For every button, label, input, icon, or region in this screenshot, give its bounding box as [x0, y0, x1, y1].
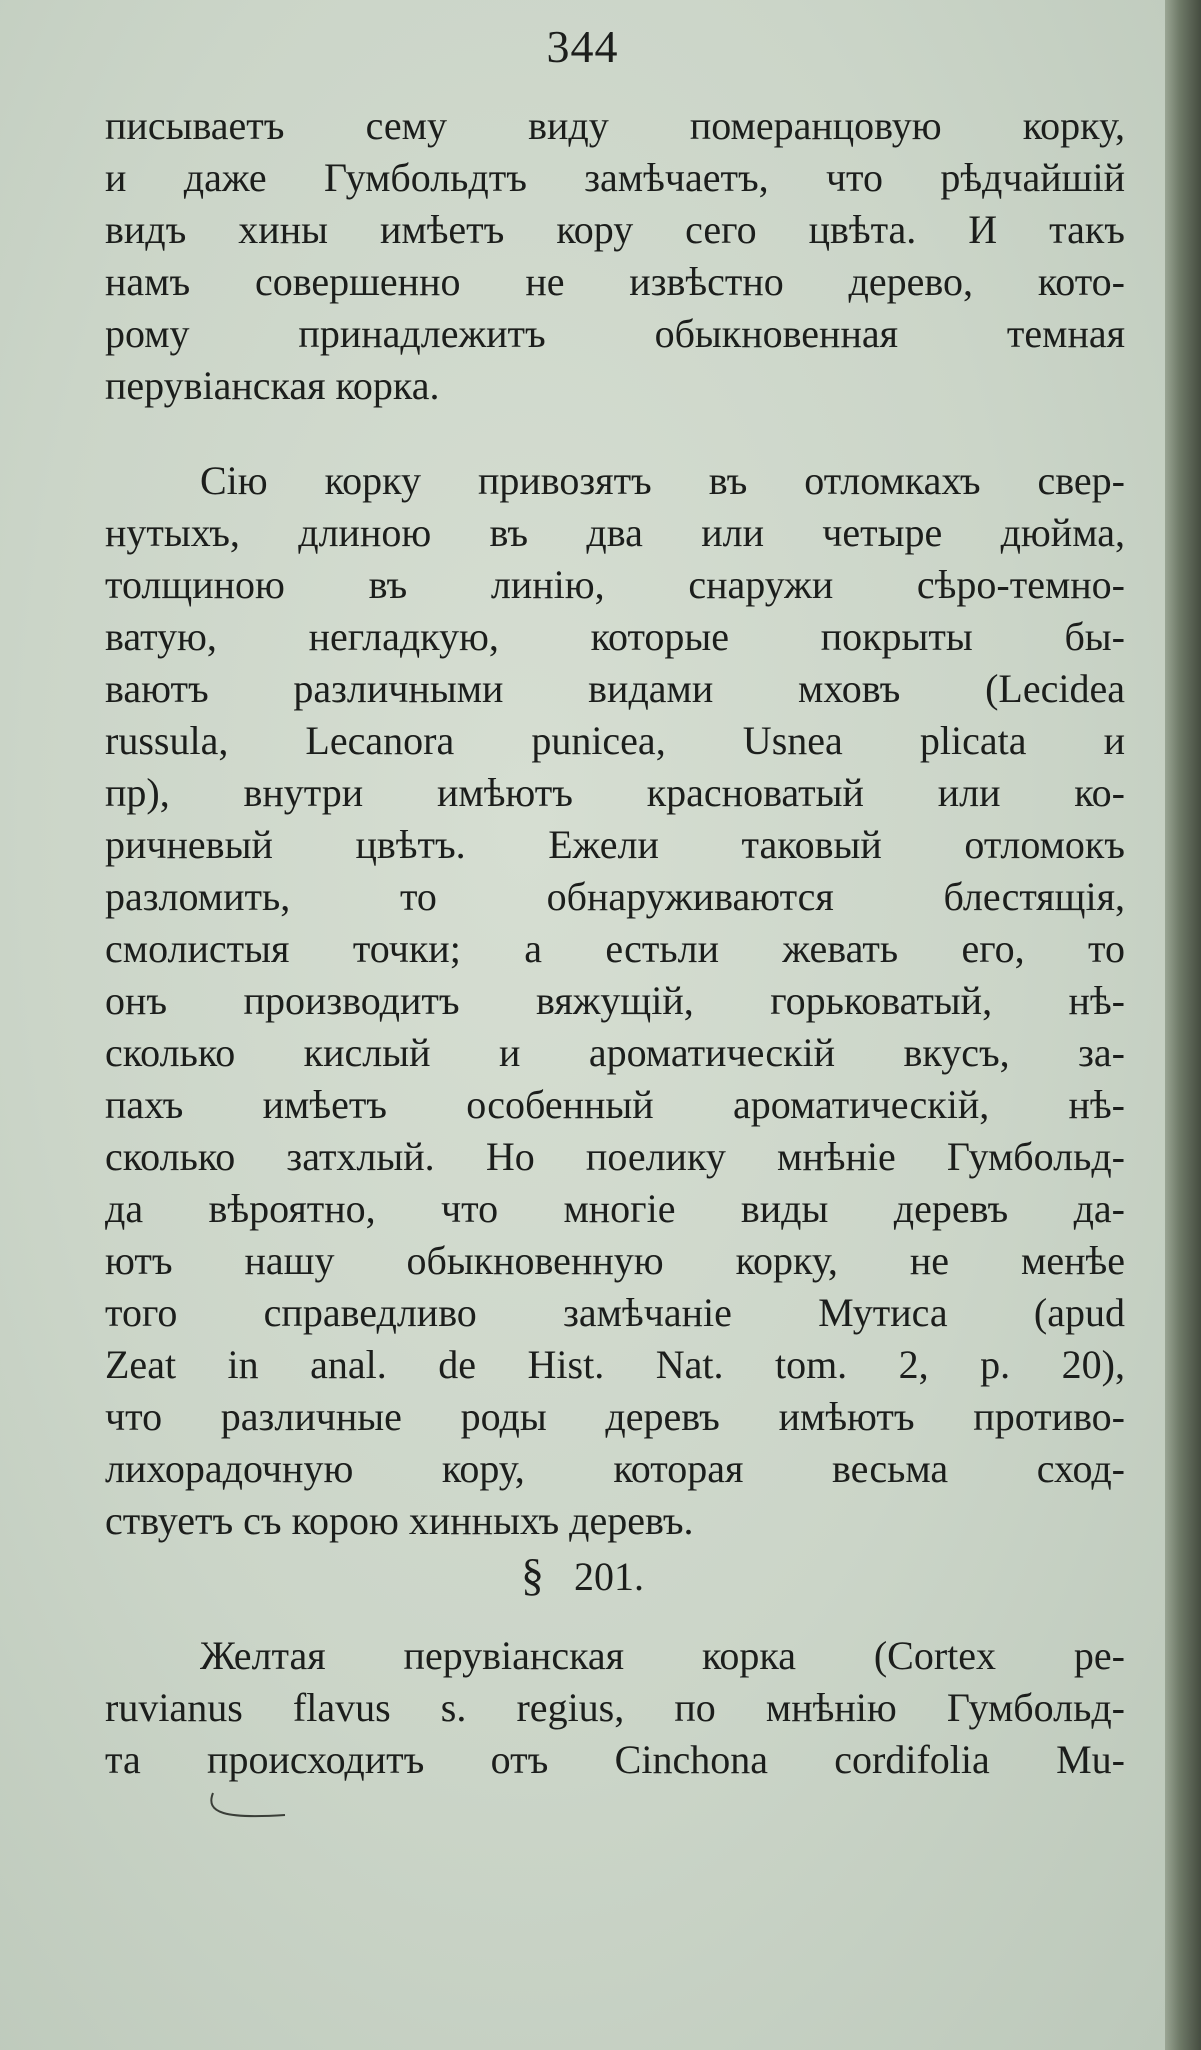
text-line: нутыхъ, длиною въ два или четыре дюйма, [105, 510, 1125, 555]
section-heading [0, 1545, 1165, 1605]
text-line: ютъ нашу обыкновенную корку, не менѣе [105, 1238, 1125, 1283]
ink-mark [205, 1785, 295, 1825]
text-line: пахъ имѣетъ особенный ароматическій, нѣ- [105, 1082, 1125, 1127]
text-line: ваютъ различными видами мховъ (Lecidea [105, 666, 1125, 711]
section-number: 201. [574, 1554, 644, 1599]
text-line: что различные роды деревъ имѣютъ противо- [105, 1394, 1125, 1439]
text-line: смолистыя точки; а естьли жевать его, то [105, 926, 1125, 971]
text-line: ruvianus flavus s. regius, по мнѣнію Гумбольд- [105, 1685, 1125, 1730]
text-line: russula, Lecanora punicea, Usnea plicata и [105, 718, 1125, 763]
text-line: видъ хины имѣетъ кору сего цвѣта. И такъ [105, 207, 1125, 252]
text-line: ричневый цвѣтъ. Ежели таковый отломокъ [105, 822, 1125, 867]
text-line: лихорадочную кору, которая весьма сход- [105, 1446, 1125, 1491]
section-mark: § [521, 1549, 544, 1600]
text-line: пр), внутри имѣютъ красноватый или ко- [105, 770, 1125, 815]
text-line: ватую, негладкую, которые покрыты бы- [105, 614, 1125, 659]
text-line: сколько затхлый. Но поелику мнѣніе Гумбольд- [105, 1134, 1125, 1179]
text-line: рому принадлежитъ обыкновенная темная [105, 311, 1125, 356]
text-line: писываетъ сему виду померанцовую корку, [105, 103, 1125, 148]
text-line: того справедливо замѣчаніе Мутиса (apud [105, 1290, 1125, 1335]
text-line: онъ производитъ вяжущій, горьковатый, нѣ- [105, 978, 1125, 1023]
text-line: и даже Гумбольдтъ замѣчаетъ, что рѣдчайшій [105, 155, 1125, 200]
text-line: Сію корку привозятъ въ отломкахъ свер- [200, 458, 1125, 503]
text-line: ствуетъ съ корою хинныхъ деревъ. [105, 1498, 694, 1543]
text-line: Желтая перувіанская корка (Cortex pe- [200, 1633, 1125, 1678]
text-line: перувіанская корка. [105, 363, 440, 408]
book-spine [1165, 0, 1201, 2050]
text-line: сколько кислый и ароматическій вкусъ, за- [105, 1030, 1125, 1075]
text-line: разломить, то обнаруживаются блестящія, [105, 874, 1125, 919]
page-number: 344 [546, 21, 619, 72]
text-line: Zeat in anal. de Hist. Nat. tom. 2, p. 20), [105, 1342, 1125, 1387]
text-line: толщиною въ линію, снаружи сѣро-темно- [105, 562, 1125, 607]
text-line: намъ совершенно не извѣстно дерево, кото- [105, 259, 1125, 304]
text-line: да вѣроятно, что многіе виды деревъ да- [105, 1186, 1125, 1231]
text-line: та происходитъ отъ Cinchona cordifolia Mu- [105, 1737, 1125, 1782]
